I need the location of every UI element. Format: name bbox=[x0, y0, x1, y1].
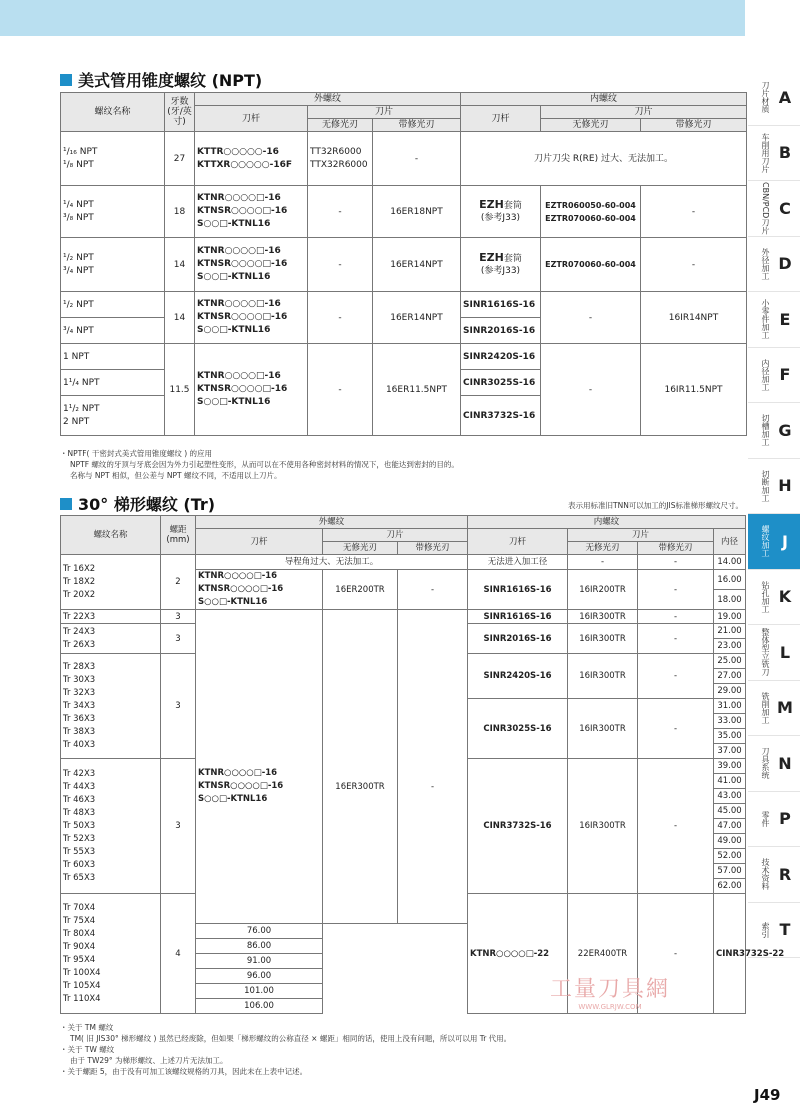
pitch-cell: 27 bbox=[165, 132, 195, 186]
thread-name-cell: Tr 24X3 Tr 26X3 bbox=[61, 624, 161, 654]
bore-cell: 33.00 bbox=[714, 714, 746, 729]
int-holder-cell: CINR3025S-16 bbox=[461, 370, 541, 396]
bore-cell: 47.00 bbox=[714, 819, 746, 834]
ext-nowiper-cell: - bbox=[308, 292, 373, 344]
thread-name-cell: Tr 16X2 Tr 18X2 Tr 20X2 bbox=[61, 555, 161, 610]
header-int-holder: 刀杆 bbox=[468, 529, 568, 555]
thread-name-cell: ¹/₂ NPT ³/₄ NPT bbox=[61, 238, 165, 292]
ext-holder-cell: KTNR○○○○□-16 KTNSR○○○○□-16 S○○□-KTNL16 bbox=[196, 610, 323, 924]
int-holder-cell: EZH套筒 (参考J33) bbox=[461, 238, 541, 292]
ext-nowiper-cell: 16ER200TR bbox=[323, 570, 398, 610]
npt-table bbox=[60, 92, 747, 436]
int-nowiper-cell: EZTR070060-60-004 bbox=[541, 238, 641, 292]
header-pitch: 螺距 (mm) bbox=[161, 516, 196, 555]
sidebar-item-l[interactable]: 整体型立铣刀 L bbox=[748, 625, 800, 681]
ext-wiper-cell: 16ER14NPT bbox=[373, 238, 461, 292]
header-pitch: 牙数 (牙/英寸) bbox=[165, 93, 195, 132]
ext-holder-cell: KTNR○○○○□-16 KTNSR○○○○□-16 S○○□-KTNL16 bbox=[195, 344, 308, 436]
sidebar-item-g[interactable]: 切槽加工 G bbox=[748, 403, 800, 459]
int-wiper-cell: - bbox=[638, 570, 714, 610]
page-number: J49 bbox=[754, 1086, 781, 1104]
header-int-nowiper: 无修光刃 bbox=[541, 119, 641, 132]
thread-name-cell: 1¹/₄ NPT bbox=[61, 370, 165, 396]
npt-notes: ・NPTF( 干密封式美式管用锥度螺纹 ) 的应用 NPTF 螺纹的牙顶与牙底会因为外力引起塑性变形，从而可以在不使用各种密封材料的情况下，也能达到密封的目的。 名称与 NPT 相似，但公差与 NPT 螺纹不同，不适用以上刀片。 bbox=[60, 449, 459, 480]
bore-cell: 27.00 bbox=[714, 669, 746, 684]
bore-cell: 52.00 bbox=[714, 849, 746, 864]
header-band bbox=[0, 0, 745, 36]
bore-cell: 91.00 bbox=[196, 954, 323, 969]
ext-wiper-cell: 16ER11.5NPT bbox=[373, 344, 461, 436]
bore-cell: 76.00 bbox=[196, 924, 323, 939]
header-ext-insert: 刀片 bbox=[308, 106, 461, 119]
thread-name-cell: 1 NPT bbox=[61, 344, 165, 370]
table-row bbox=[61, 132, 747, 186]
int-message-cell: 刀片刀尖 R(RE) 过大、无法加工。 bbox=[461, 132, 747, 186]
sidebar-item-c[interactable]: CBN/PCD刀片 C bbox=[748, 181, 800, 237]
header-name: 螺纹名称 bbox=[61, 93, 165, 132]
ext-holder-cell: KTTR○○○○○-16 KTTXR○○○○○-16F bbox=[195, 132, 308, 186]
pitch-cell: 3 bbox=[161, 624, 196, 654]
header-int-holder: 刀杆 bbox=[461, 106, 541, 132]
table-row bbox=[61, 344, 747, 370]
int-holder-cell: CINR3732S-22 bbox=[714, 894, 746, 1014]
ext-nowiper-cell: TT32R6000 TTX32R6000 bbox=[308, 132, 373, 186]
int-holder-cell: SINR2420S-16 bbox=[461, 344, 541, 370]
sidebar-item-d[interactable]: 外径加工 D bbox=[748, 237, 800, 293]
bore-cell: 96.00 bbox=[196, 969, 323, 984]
sidebar-item-k[interactable]: 钻孔加工 K bbox=[748, 570, 800, 626]
thread-name-cell: ³/₄ NPT bbox=[61, 318, 165, 344]
bore-cell: 16.00 bbox=[714, 570, 746, 590]
thread-name-cell: ¹/₂ NPT bbox=[61, 292, 165, 318]
bore-cell: 31.00 bbox=[714, 699, 746, 714]
int-holder-cell: SINR2016S-16 bbox=[461, 318, 541, 344]
pitch-cell: 3 bbox=[161, 759, 196, 894]
tr-right-note: 表示用标准旧TNN可以加工的JIS标准梯形螺纹尺寸。 bbox=[568, 501, 743, 510]
int-nowiper-cell: 16IR300TR bbox=[568, 759, 638, 894]
ext-holder-cell: KTNR○○○○□-16 KTNSR○○○○□-16 S○○□-KTNL16 bbox=[196, 570, 323, 610]
int-nowiper-cell: 16IR300TR bbox=[568, 610, 638, 624]
pitch-cell: 4 bbox=[161, 894, 196, 1014]
int-holder-cell: CINR3732S-16 bbox=[461, 396, 541, 436]
thread-name-cell: Tr 42X3 Tr 44X3 Tr 46X3 Tr 48X3 Tr 50X3 Tr 52X3 Tr 55X3 Tr 60X3 Tr 65X3 bbox=[61, 759, 161, 894]
int-wiper-cell: - bbox=[638, 759, 714, 894]
table-row bbox=[61, 238, 747, 292]
bore-cell: 14.00 bbox=[714, 555, 746, 570]
pitch-cell: 11.5 bbox=[165, 344, 195, 436]
pitch-cell: 2 bbox=[161, 555, 196, 610]
pitch-cell: 14 bbox=[165, 292, 195, 344]
bore-cell: 41.00 bbox=[714, 774, 746, 789]
int-wiper-cell: - bbox=[638, 624, 714, 654]
int-wiper-cell: - bbox=[638, 654, 714, 699]
int-nowiper-cell: 16IR300TR bbox=[568, 699, 638, 759]
int-holder-cell: CINR3025S-16 bbox=[468, 699, 568, 759]
int-nowiper-cell: EZTR060050-60-004 EZTR070060-60-004 bbox=[541, 186, 641, 238]
int-holder-cell: SINR1616S-16 bbox=[461, 292, 541, 318]
bore-cell: 37.00 bbox=[714, 744, 746, 759]
header-int-insert: 刀片 bbox=[568, 529, 714, 542]
thread-name-cell: ¹/₄ NPT ³/₈ NPT bbox=[61, 186, 165, 238]
sidebar-item-r[interactable]: 技术资料 R bbox=[748, 847, 800, 903]
sidebar-index bbox=[748, 70, 800, 958]
thread-name-cell: Tr 28X3 Tr 30X3 Tr 32X3 Tr 34X3 Tr 36X3 Tr 38X3 Tr 40X3 bbox=[61, 654, 161, 759]
header-int: 内螺纹 bbox=[468, 516, 746, 529]
header-ext-nowiper: 无修光刃 bbox=[308, 119, 373, 132]
sidebar-item-m[interactable]: 铣削加工 M bbox=[748, 681, 800, 737]
header-ext-insert: 刀片 bbox=[323, 529, 468, 542]
header-int-nowiper: 无修光刃 bbox=[568, 542, 638, 555]
int-wiper-cell: 16IR11.5NPT bbox=[641, 344, 747, 436]
int-nowiper-cell: - bbox=[568, 555, 638, 570]
table-row bbox=[61, 292, 747, 318]
bore-cell: 23.00 bbox=[714, 639, 746, 654]
table-row bbox=[61, 555, 746, 570]
bore-cell: 43.00 bbox=[714, 789, 746, 804]
int-nowiper-cell: 16IR200TR bbox=[568, 570, 638, 610]
section-title-npt: 美式管用锥度螺纹 (NPT) bbox=[60, 68, 262, 91]
ext-holder-cell: KTNR○○○○□-16 KTNSR○○○○□-16 S○○□-KTNL16 bbox=[195, 238, 308, 292]
int-holder-cell: SINR2420S-16 bbox=[468, 654, 568, 699]
int-wiper-cell: - bbox=[638, 610, 714, 624]
header-ext: 外螺纹 bbox=[196, 516, 468, 529]
sidebar-item-n[interactable]: 刀具系统 N bbox=[748, 736, 800, 792]
int-holder-cell: SINR1616S-16 bbox=[468, 610, 568, 624]
bore-cell: 57.00 bbox=[714, 864, 746, 879]
int-wiper-cell: - bbox=[638, 555, 714, 570]
header-ext-holder: 刀杆 bbox=[195, 106, 308, 132]
ext-wiper-cell: - bbox=[398, 570, 468, 610]
int-nowiper-cell: - bbox=[541, 292, 641, 344]
watermark: 工量刀具網 WWW.GLRJW.COM bbox=[549, 977, 670, 1011]
header-ext-holder: 刀杆 bbox=[196, 529, 323, 555]
int-holder-cell: CINR3732S-16 bbox=[468, 759, 568, 894]
bore-cell: 101.00 bbox=[196, 984, 323, 999]
bore-cell: 86.00 bbox=[196, 939, 323, 954]
ext-wiper-cell: - bbox=[638, 894, 714, 1014]
header-ext-nowiper: 无修光刃 bbox=[323, 542, 398, 555]
bore-cell: 106.00 bbox=[196, 999, 323, 1014]
ext-wiper-cell: 16ER18NPT bbox=[373, 186, 461, 238]
ext-nowiper-cell: 22ER400TR bbox=[568, 894, 638, 1014]
sidebar-item-e[interactable]: 小零件加工 E bbox=[748, 292, 800, 348]
int-wiper-cell: - bbox=[641, 238, 747, 292]
sidebar-item-p[interactable]: 零件 P bbox=[748, 792, 800, 848]
ext-holder-cell: KTNR○○○○□-22 bbox=[468, 894, 568, 1014]
header-ext: 外螺纹 bbox=[195, 93, 461, 106]
sidebar-item-b[interactable]: 车削用刀片 B bbox=[748, 126, 800, 182]
ext-nowiper-cell: - bbox=[308, 186, 373, 238]
ext-wiper-cell: - bbox=[373, 132, 461, 186]
sidebar-item-f[interactable]: 内径加工 F bbox=[748, 348, 800, 404]
bore-cell: 29.00 bbox=[714, 684, 746, 699]
thread-name-cell: Tr 22X3 bbox=[61, 610, 161, 624]
thread-name-cell: 1¹/₂ NPT 2 NPT bbox=[61, 396, 165, 436]
header-int-wiper: 带修光刃 bbox=[638, 542, 714, 555]
int-nowiper-cell: 16IR300TR bbox=[568, 654, 638, 699]
int-nowiper-cell: 16IR300TR bbox=[568, 624, 638, 654]
table-row bbox=[61, 186, 747, 238]
int-message-cell: 无法进入加工径 bbox=[468, 555, 568, 570]
ext-nowiper-cell: 16ER300TR bbox=[323, 610, 398, 924]
ext-message-cell: 导程角过大、无法加工。 bbox=[196, 555, 468, 570]
header-int-insert: 刀片 bbox=[541, 106, 747, 119]
ext-wiper-cell: - bbox=[398, 610, 468, 924]
ext-nowiper-cell: - bbox=[308, 344, 373, 436]
bore-cell: 18.00 bbox=[714, 590, 746, 610]
bore-cell: 62.00 bbox=[714, 879, 746, 894]
header-bore: 内径 bbox=[714, 529, 746, 555]
ext-nowiper-cell: - bbox=[308, 238, 373, 292]
header-int: 内螺纹 bbox=[461, 93, 747, 106]
header-int-wiper: 带修光刃 bbox=[641, 119, 747, 132]
int-nowiper-cell: - bbox=[541, 344, 641, 436]
int-wiper-cell: 16IR14NPT bbox=[641, 292, 747, 344]
pitch-cell: 3 bbox=[161, 654, 196, 759]
ext-wiper-cell: 16ER14NPT bbox=[373, 292, 461, 344]
sidebar-item-a[interactable]: 刀片材质 A bbox=[748, 70, 800, 126]
pitch-cell: 18 bbox=[165, 186, 195, 238]
bore-cell: 19.00 bbox=[714, 610, 746, 624]
bore-cell: 25.00 bbox=[714, 654, 746, 669]
section-marker-icon bbox=[60, 498, 72, 510]
header-ext-wiper: 带修光刃 bbox=[398, 542, 468, 555]
int-holder-cell: SINR1616S-16 bbox=[468, 570, 568, 610]
bore-cell: 45.00 bbox=[714, 804, 746, 819]
sidebar-item-j[interactable]: 螺纹加工 J bbox=[748, 514, 800, 570]
pitch-cell: 3 bbox=[161, 610, 196, 624]
section-title-tr: 30° 梯形螺纹 (Tr) bbox=[60, 492, 215, 515]
int-holder-cell: SINR2016S-16 bbox=[468, 624, 568, 654]
section-marker-icon bbox=[60, 74, 72, 86]
pitch-cell: 14 bbox=[165, 238, 195, 292]
tr-notes: ・关于 TM 螺纹 TM( 旧 JIS30° 梯形螺纹 ) 虽然已经废除，但如果「梯形螺纹的公称直径 × 螺距」相同的话，使用上没有问题，所以可以用 Tr 代用。 ・关于 TW 螺纹 由于 TW29° 为梯形螺纹、上述刀片无法加工。 ・关于螺距 5，由于没有可加工该螺纹规格的刀具，因此未在上表中记述。 bbox=[60, 1023, 512, 1076]
header-name: 螺纹名称 bbox=[61, 516, 161, 555]
thread-name-cell: Tr 70X4 Tr 75X4 Tr 80X4 Tr 90X4 Tr 95X4 Tr 100X4 Tr 105X4 Tr 110X4 bbox=[61, 894, 161, 1014]
int-wiper-cell: - bbox=[641, 186, 747, 238]
bore-cell: 35.00 bbox=[714, 729, 746, 744]
ext-holder-cell: KTNR○○○○□-16 KTNSR○○○○□-16 S○○□-KTNL16 bbox=[195, 186, 308, 238]
table-row bbox=[61, 610, 746, 624]
bore-cell: 21.00 bbox=[714, 624, 746, 639]
bore-cell: 49.00 bbox=[714, 834, 746, 849]
int-holder-cell: EZH套筒 (参考J33) bbox=[461, 186, 541, 238]
ext-holder-cell: KTNR○○○○□-16 KTNSR○○○○□-16 S○○□-KTNL16 bbox=[195, 292, 308, 344]
int-wiper-cell: - bbox=[638, 699, 714, 759]
sidebar-item-h[interactable]: 切断加工 H bbox=[748, 459, 800, 515]
header-ext-wiper: 带修光刃 bbox=[373, 119, 461, 132]
sidebar-item-t[interactable]: 索引 T bbox=[748, 903, 800, 959]
bore-cell: 39.00 bbox=[714, 759, 746, 774]
thread-name-cell: ¹/₁₆ NPT ¹/₈ NPT bbox=[61, 132, 165, 186]
